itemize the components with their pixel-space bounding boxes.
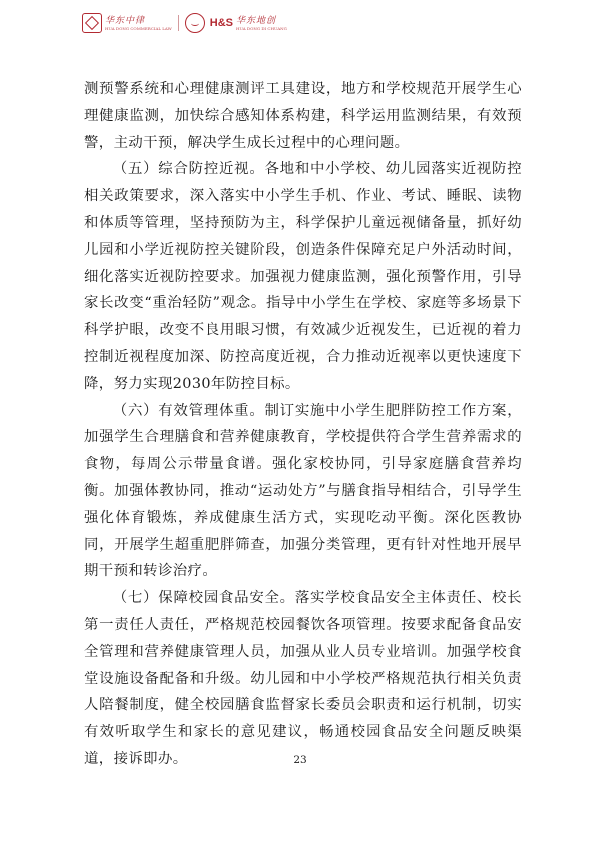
paragraph-weight-management: （六）有效管理体重。制订实施中小学生肥胖防控工作方案，加强学生合理膳食和营养健康教育，学校提供符合学生营养需求的食物，每周公示带量食谱。强化家校协同，引导家庭膳食营养均衡。加强体教协同，推动“运动处方”与膳食指导相结合，引导学生强化体育锻炼，养成健康生活方式，实现吃动平衡。深化医教协同，开展学生超重肥胖筛查，加强分类管理，更有针对性地开展早期干预和转诊治疗。 [84, 402, 522, 580]
page-header [82, 8, 287, 38]
brand-circle-icon [185, 13, 205, 33]
document-body [84, 76, 522, 773]
brand-2-name: 华东地创 HUA DONG DI CHUANG [236, 15, 287, 31]
brand-1-name: 华东中律 HUA DONG COMMERCIAL LAW [105, 15, 172, 31]
brand-logo-1 [82, 13, 172, 33]
brand-logo-2 [185, 13, 287, 33]
brand-2-mark: H&S [209, 17, 233, 29]
page-number: 23 [293, 754, 307, 766]
header-divider [178, 15, 179, 31]
paragraph-continued: 测预警系统和心理健康测评工具建设，地方和学校规范开展学生心理健康监测，加快综合感知体系构建，科学运用监测结果，有效预警，主动干预，解决学生成长过程中的心理问题。 [84, 81, 522, 151]
brand-emblem-icon [82, 13, 102, 33]
paragraph-myopia-control: （五）综合防控近视。各地和中小学校、幼儿园落实近视防控相关政策要求，深入落实中小学生手机、作业、考试、睡眠、读物和体质等管理，坚持预防为主，科学保护儿童远视储备量，抓好幼儿园和小学近视防控关键阶段，创造条件保障充足户外活动时间，细化落实近视防控要求。加强视力健康监测，强化预警作用，引导家长改变“重治轻防”观念。指导中小学生在学校、家庭等多场景下科学护眼，改变不良用眼习惯，有效减少近视发生，已近视的着力控制近视程度加深、防控高度近视，合力推动近视率以更快速度下降，努力实现2030年防控目标。 [84, 161, 522, 392]
paragraph-food-safety: （七）保障校园食品安全。落实学校食品安全主体责任、校长第一责任人责任，严格规范校园餐饮各项管理。按要求配备食品安全管理和营养健康管理人员，加强从业人员专业培训。加强学校食堂设施设备配备和升级。幼儿园和中小学校严格规范执行相关负责人陪餐制度，健全校园膳食监督家长委员会职责和运行机制，切实有效听取学生和家长的意见建议，畅通校园食品安全问题反映渠道，接诉即办。 [84, 590, 522, 767]
